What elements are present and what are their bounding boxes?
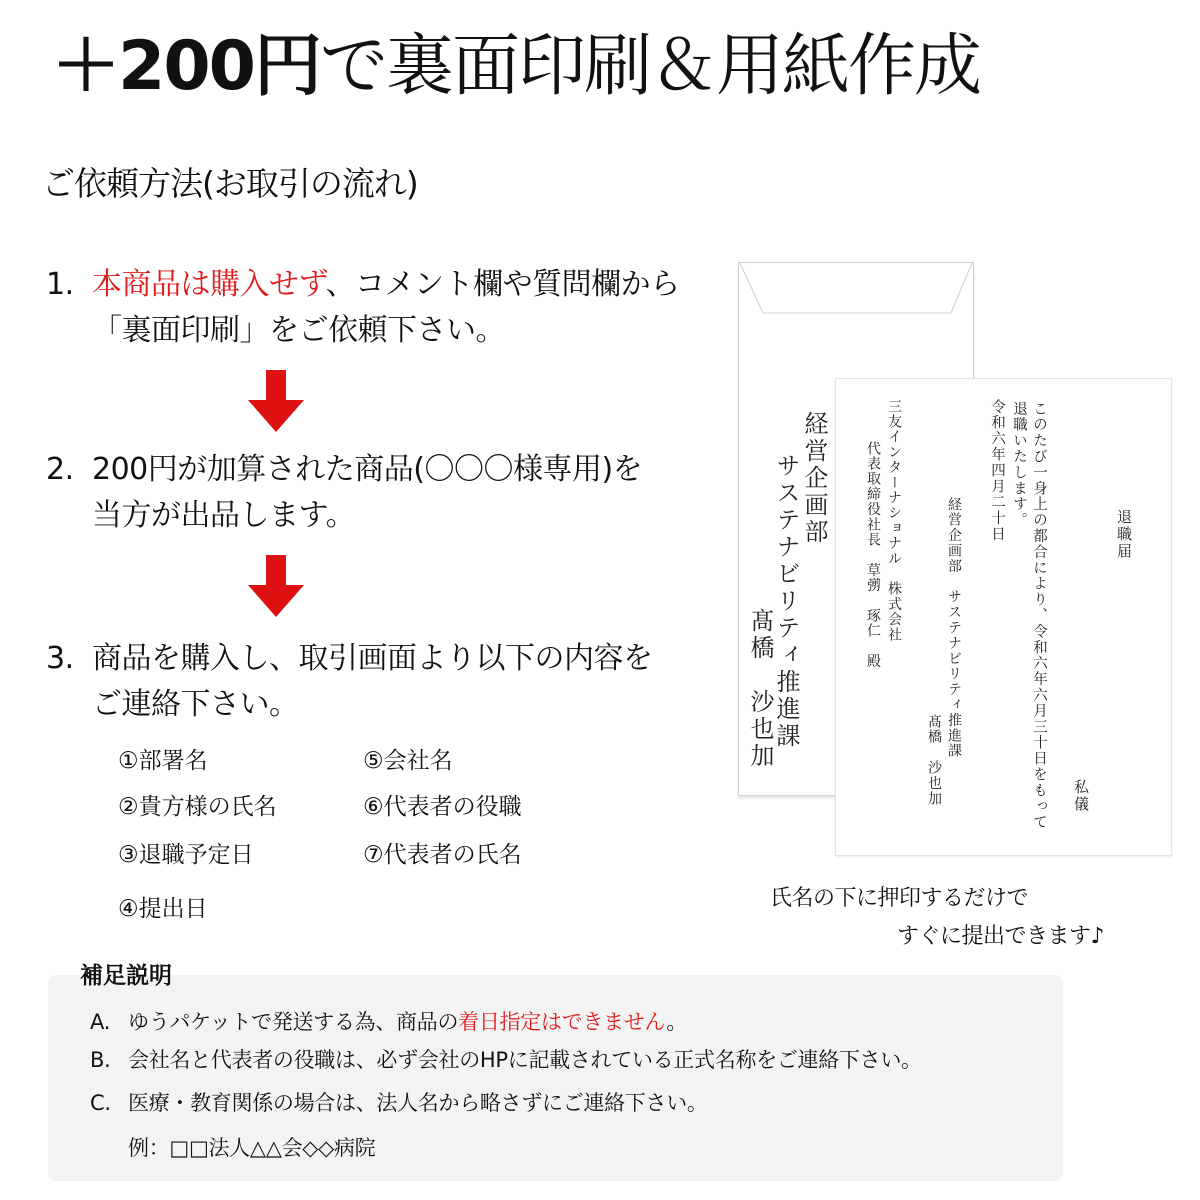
- list-item: ⑥代表者の役職: [363, 794, 522, 820]
- letter-sender-name: 髙橋 沙也加: [926, 714, 942, 807]
- step-text-line2: 「裏面印刷」をご依頼下さい。: [92, 313, 505, 348]
- note-text: 医療・教育関係の場合は、法人名から略さずにご連絡下さい。: [128, 1091, 708, 1115]
- caption-line1: 氏名の下に押印するだけで: [770, 886, 1029, 911]
- note-item-a: [90, 1007, 687, 1037]
- step-number: 3.: [46, 641, 74, 676]
- note-label: C.: [90, 1091, 111, 1115]
- letter-watakushigi: 私儀: [1072, 779, 1090, 813]
- note-item-b: [90, 1045, 922, 1075]
- letter-recipient: 代表取締役社長 草彅 琢仁 殿: [865, 441, 881, 669]
- section-title: ご依頼方法(お取引の流れ): [42, 164, 418, 203]
- headline-price: ＋200円: [52, 27, 320, 106]
- caption-line2: すぐに提出できます♪: [897, 924, 1105, 949]
- notes-title: 補足説明: [80, 963, 172, 989]
- list-item: ③退職予定日: [118, 842, 254, 868]
- note-item-c: [90, 1088, 708, 1118]
- letter-date: 令和六年四月二十日: [989, 399, 1005, 543]
- step-text: 、コメント欄や質問欄から: [325, 267, 680, 302]
- resignation-letter-image: [835, 378, 1172, 856]
- step-number: 1.: [46, 267, 74, 302]
- step-text-line2: 当方が出品します。: [92, 498, 356, 533]
- page-headline: [52, 22, 980, 112]
- step-highlight: 本商品は購入せず: [92, 267, 326, 302]
- letter-title: 退職届: [1115, 509, 1133, 560]
- envelope-section: サステナビリティ推進課: [772, 453, 800, 750]
- envelope-name: 髙橋 沙也加: [746, 608, 774, 770]
- note-label: A.: [90, 1010, 111, 1034]
- note-warning: 着日指定はできません: [458, 1010, 667, 1034]
- arrow-down-icon: [248, 370, 304, 432]
- list-item: ⑤会社名: [363, 748, 453, 774]
- step-1: [46, 262, 680, 354]
- list-item: ②貴方様の氏名: [118, 794, 277, 820]
- headline-text: で裏面印刷＆用紙作成: [319, 27, 980, 106]
- note-label: B.: [90, 1048, 111, 1072]
- step-3: [46, 636, 653, 728]
- note-text-end: 。: [666, 1010, 688, 1034]
- list-item: ⑦代表者の氏名: [363, 842, 522, 868]
- list-item: ④提出日: [118, 896, 208, 922]
- note-text: ゆうパケットで発送する為、商品の: [128, 1010, 459, 1034]
- step-text: 200円が加算された商品(〇〇〇様専用)を: [92, 452, 643, 487]
- letter-sender-department: 経営企画部 サステナビリティ推進課: [946, 497, 962, 759]
- step-text: 商品を購入し、取引画面より以下の内容を: [92, 641, 653, 676]
- note-text: 会社名と代表者の役職は、必ず会社のHPに記載されている正式名称をご連絡下さい。: [128, 1048, 922, 1072]
- letter-body-line1: このたび一身上の都合により、令和六年六月三十日をもって: [1031, 401, 1047, 831]
- letter-body-line2: 退職いたします。: [1011, 401, 1027, 529]
- list-item: ①部署名: [118, 748, 208, 774]
- note-example: 例：□□法人△△会◇◇病院: [128, 1136, 376, 1160]
- envelope-department: 経営企画部: [800, 411, 828, 546]
- step-number: 2.: [46, 452, 74, 487]
- arrow-down-icon: [248, 555, 304, 617]
- step-text-line2: ご連絡下さい。: [92, 687, 299, 722]
- envelope-flap: [739, 263, 973, 315]
- letter-company: 三友インターナショナル 株式会社: [886, 399, 902, 643]
- step-2: [46, 447, 642, 539]
